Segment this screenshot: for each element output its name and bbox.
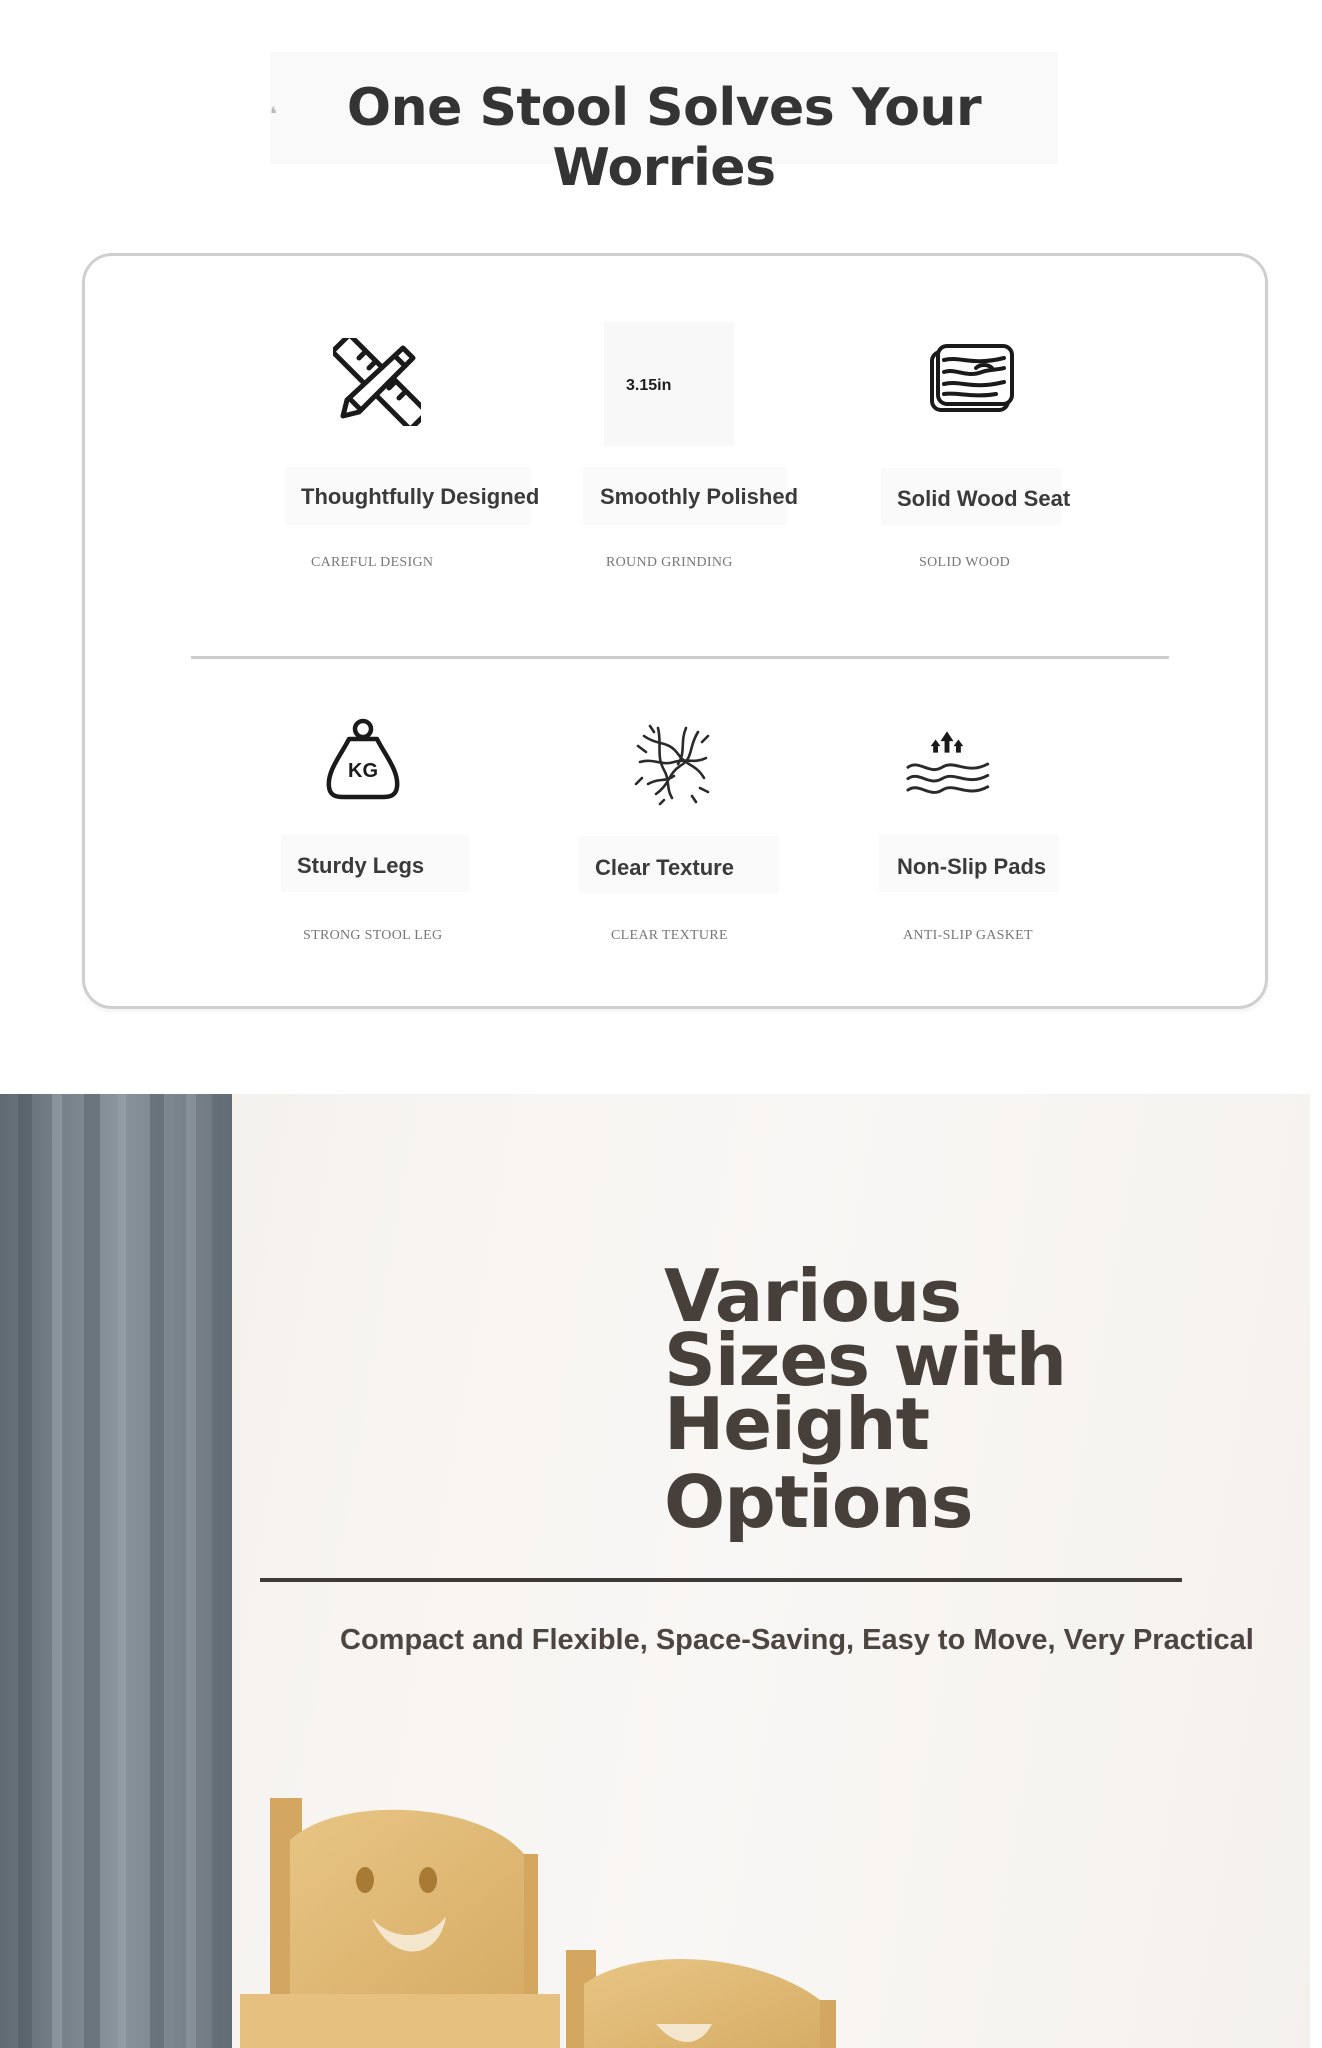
wooden-chair-illustration-2 (566, 1950, 836, 2048)
texture-fiber-icon (628, 718, 716, 806)
feature-subtitle: SOLID WOOD (919, 555, 1011, 570)
header-title-panel (270, 52, 1058, 198)
feature-title: Thoughtfully Designed (301, 484, 540, 509)
feature-title: Smoothly Polished (600, 484, 799, 509)
feature-divider (191, 656, 1169, 659)
measurement-panel (604, 322, 734, 446)
non-slip-waves-icon (903, 720, 991, 808)
banner-heading-line: Height (664, 1382, 929, 1466)
page-title (270, 78, 1058, 198)
feature-title: Solid Wood Seat (897, 486, 1071, 511)
wood-grain-icon (926, 338, 1014, 426)
banner-edge (1310, 1094, 1322, 2048)
pencil-ruler-icon (333, 338, 421, 426)
banner-heading (664, 1254, 1067, 1544)
banner-divider (260, 1578, 1182, 1582)
product-banner (0, 1094, 1322, 2048)
feature-title: Clear Texture (595, 855, 734, 880)
feature-subtitle: ROUND GRINDING (606, 555, 733, 570)
quote-mark-icon: ❛ (270, 102, 277, 126)
banner-heading-line: Various (664, 1254, 962, 1338)
feature-title: Non-Slip Pads (897, 854, 1047, 879)
features-card (82, 253, 1268, 1009)
banner-heading-line: Options (664, 1460, 973, 1544)
feature-title: Sturdy Legs (297, 853, 425, 878)
page-title-text: One Stool Solves Your Worries (346, 78, 982, 198)
svg-text:KG: KG (348, 760, 378, 782)
banner-subtitle: Compact and Flexible, Space-Saving, Easy to Move, Very Practical (340, 1624, 1254, 1656)
banner-heading-line: Sizes with (664, 1318, 1067, 1402)
measurement-label: 3.15in (626, 377, 672, 394)
kg-weight-icon (319, 715, 407, 803)
wooden-chair-illustration (240, 1798, 560, 2048)
feature-subtitle: ANTI-SLIP GASKET (903, 928, 1033, 943)
feature-subtitle: CAREFUL DESIGN (311, 555, 434, 570)
feature-subtitle: CLEAR TEXTURE (611, 928, 728, 943)
banner-photo (0, 1094, 1322, 2048)
feature-subtitle: STRONG STOOL LEG (303, 928, 443, 943)
